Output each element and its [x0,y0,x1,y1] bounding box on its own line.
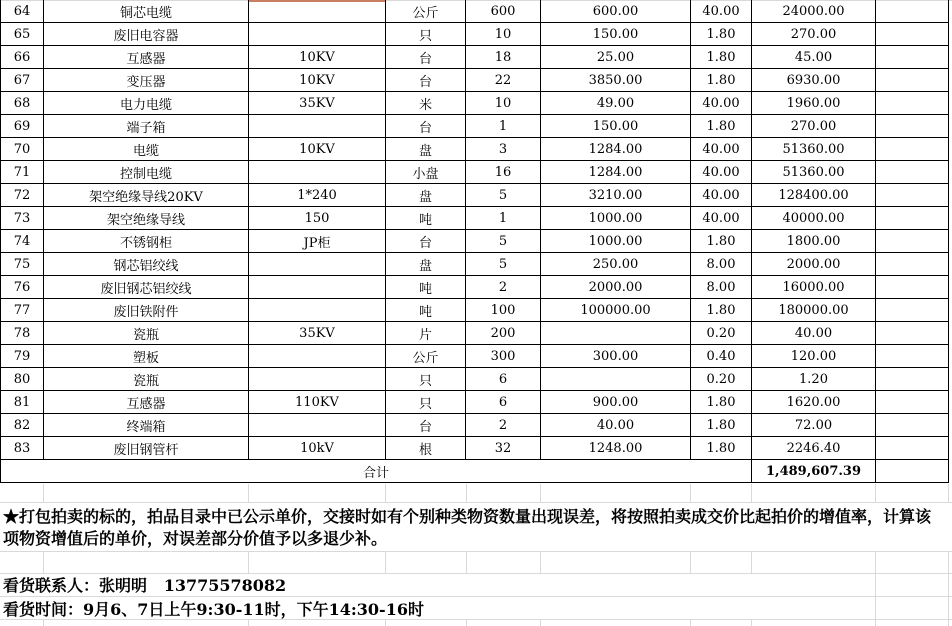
cell-rate[interactable]: 1.80 [691,23,752,46]
table-row [1,46,949,69]
cell-unit-price[interactable]: 49.00 [541,92,691,115]
cell-rate[interactable]: 1.80 [691,69,752,92]
cell-qty[interactable]: 5 [466,253,541,276]
cell-row-number[interactable]: 74 [1,230,44,253]
cell-unit[interactable]: 盘 [386,138,466,161]
cell-spec[interactable] [249,115,386,138]
cell-amount[interactable]: 1800.00 [752,230,876,253]
disclaimer-line-2[interactable]: 项物资增值后的单价，对误差部分价值予以多退少补。 [3,529,388,548]
cell-unit[interactable]: 只 [386,23,466,46]
gridline [466,484,467,502]
schedule-line[interactable]: 看货时间：9月6、7日上午9:30-11时，下午14:30-16时 [3,600,424,619]
cell-unit-price[interactable]: 1248.00 [541,437,691,460]
cell-rate[interactable]: 1.80 [691,115,752,138]
cell-rate[interactable]: 40.00 [691,92,752,115]
total-value-cell[interactable]: 1,489,607.39 [752,460,876,483]
cell-row-number[interactable]: 79 [1,345,44,368]
table-row [1,69,949,92]
cell-item-name[interactable]: 废旧钢芯铝绞线 [44,276,249,299]
cell-row-number[interactable]: 69 [1,115,44,138]
gridline [690,484,691,502]
cell-unit[interactable]: 根 [386,437,466,460]
cell-spec[interactable]: 10KV [249,138,386,161]
cell-qty[interactable]: 10 [466,92,541,115]
gridline [540,551,541,573]
cell-item-name[interactable]: 互感器 [44,46,249,69]
cell-rate[interactable]: 40.00 [691,184,752,207]
cell-rate[interactable]: 1.80 [691,46,752,69]
cell-item-name[interactable]: 架空绝缘导线20KV [44,184,249,207]
cell-rate[interactable]: 1.80 [691,437,752,460]
cell-item-name[interactable]: 塑板 [44,345,249,368]
cell-unit[interactable]: 台 [386,230,466,253]
cell-item-name[interactable]: 端子箱 [44,115,249,138]
cell-spec[interactable] [249,299,386,322]
gridline [948,551,949,573]
cell-unit-price[interactable]: 250.00 [541,253,691,276]
table-row [1,0,949,23]
cell-spec[interactable] [249,414,386,437]
cell-rate[interactable]: 40.00 [691,207,752,230]
cell-unit[interactable]: 吨 [386,207,466,230]
cell-rate[interactable]: 40.00 [691,161,752,184]
cell-row-number[interactable]: 75 [1,253,44,276]
cell-unit[interactable]: 盘 [386,184,466,207]
table-row [1,115,949,138]
gridline [751,551,752,573]
cell-unit-price[interactable]: 25.00 [541,46,691,69]
cell-spec[interactable]: 35KV [249,322,386,345]
cell-unit-price[interactable]: 1000.00 [541,230,691,253]
cell-spec[interactable] [249,0,386,23]
table-row [1,184,949,207]
cell-unit-price[interactable]: 1000.00 [541,207,691,230]
cell-unit-price[interactable]: 100000.00 [541,299,691,322]
gridline [751,484,752,502]
cell-spec[interactable]: JP柜 [249,230,386,253]
cell-unit[interactable]: 台 [386,69,466,92]
gridline [385,551,386,573]
cell-extra[interactable] [876,69,949,92]
cell-extra[interactable] [876,161,949,184]
cell-amount[interactable]: 72.00 [752,414,876,437]
gridline [875,484,876,502]
cell-unit-price[interactable]: 150.00 [541,23,691,46]
cell-rate[interactable]: 0.20 [691,368,752,391]
gridline [43,619,44,626]
cell-unit[interactable]: 公斤 [386,345,466,368]
cell-amount[interactable]: 128400.00 [752,184,876,207]
cell-row-number[interactable]: 76 [1,276,44,299]
cell-unit[interactable]: 米 [386,92,466,115]
cell-qty[interactable]: 1 [466,207,541,230]
cell-spec[interactable] [249,345,386,368]
gridline [248,551,249,573]
cell-spec[interactable] [249,368,386,391]
disclaimer-line-1[interactable]: ★打包拍卖的标的，拍品目录中已公示单价，交接时如有个别种类物资数量出现误差，将按照拍卖成交价比起拍价的增值率，计算该 [3,507,932,526]
cell-unit[interactable]: 盘 [386,253,466,276]
cell-amount[interactable]: 45.00 [752,46,876,69]
cell-qty[interactable]: 18 [466,46,541,69]
cell-extra[interactable] [876,276,949,299]
cell-qty[interactable]: 1 [466,115,541,138]
cell-qty[interactable]: 5 [466,230,541,253]
cell-unit-price[interactable]: 40.00 [541,414,691,437]
cell-spec[interactable]: 10KV [249,69,386,92]
cell-unit-price[interactable]: 3210.00 [541,184,691,207]
gridline [248,619,249,626]
cell-extra[interactable] [876,414,949,437]
cell-extra[interactable] [876,322,949,345]
cell-amount[interactable]: 1.20 [752,368,876,391]
cell-item-name[interactable]: 电缆 [44,138,249,161]
cell-unit-price[interactable] [541,368,691,391]
cell-extra[interactable] [876,345,949,368]
gridline [948,573,949,619]
cell-spec[interactable]: 10kV [249,437,386,460]
gridline [948,484,949,502]
cell-item-name[interactable]: 废旧铁附件 [44,299,249,322]
cell-item-name[interactable]: 终端箱 [44,414,249,437]
cell-amount[interactable]: 40.00 [752,322,876,345]
cell-qty[interactable]: 16 [466,161,541,184]
cell-extra[interactable] [876,0,949,23]
cell-item-name[interactable]: 钢芯铝绞线 [44,253,249,276]
gridline [751,619,752,626]
cell-row-number[interactable]: 71 [1,161,44,184]
cell-extra[interactable] [876,23,949,46]
cell-item-name[interactable]: 电力电缆 [44,92,249,115]
table-row [1,322,949,345]
cell-row-number[interactable]: 78 [1,322,44,345]
cell-amount[interactable]: 270.00 [752,23,876,46]
cell-row-number[interactable]: 70 [1,138,44,161]
cell-extra[interactable] [876,368,949,391]
cell-unit-price[interactable]: 900.00 [541,391,691,414]
cell-unit[interactable]: 只 [386,391,466,414]
cell-unit[interactable]: 片 [386,322,466,345]
gridline [248,484,249,502]
cell-unit[interactable]: 台 [386,115,466,138]
cell-row-number[interactable]: 64 [1,0,44,23]
cell-item-name[interactable]: 架空绝缘导线 [44,207,249,230]
gridline [875,573,876,619]
cell-qty[interactable]: 2 [466,276,541,299]
cell-amount[interactable]: 180000.00 [752,299,876,322]
cell-unit[interactable]: 台 [386,414,466,437]
table-row [1,437,949,460]
cell-item-name[interactable]: 控制电缆 [44,161,249,184]
cell-item-name[interactable]: 废旧钢管杆 [44,437,249,460]
cell-rate[interactable]: 40.00 [691,0,752,23]
cell-rate[interactable]: 8.00 [691,253,752,276]
cell-extra[interactable] [876,115,949,138]
cell-unit[interactable]: 只 [386,368,466,391]
contact-line[interactable]: 看货联系人：张明明 13775578082 [3,576,287,595]
cell-qty[interactable]: 22 [466,69,541,92]
cell-unit-price[interactable]: 2000.00 [541,276,691,299]
cell-spec[interactable]: 10KV [249,46,386,69]
cell-qty[interactable]: 2 [466,414,541,437]
cell-qty[interactable]: 200 [466,322,541,345]
cell-qty[interactable]: 600 [466,0,541,23]
gridline [948,619,949,626]
cell-extra[interactable] [876,230,949,253]
cell-spec[interactable] [249,23,386,46]
cell-item-name[interactable]: 变压器 [44,69,249,92]
gridline [690,551,691,573]
table-row [1,207,949,230]
cell-unit[interactable]: 吨 [386,299,466,322]
gridline [875,619,876,626]
cell-amount[interactable]: 2246.40 [752,437,876,460]
cell-extra[interactable] [876,253,949,276]
cell-qty[interactable]: 300 [466,345,541,368]
cell-unit-price[interactable]: 600.00 [541,0,691,23]
gridline [0,551,952,552]
cell-amount[interactable]: 16000.00 [752,276,876,299]
cell-spec[interactable] [249,276,386,299]
gridline [43,551,44,573]
cell-unit[interactable]: 小盘 [386,161,466,184]
cell-extra[interactable] [876,299,949,322]
cell-amount[interactable]: 120.00 [752,345,876,368]
gridline [0,502,952,503]
cell-row-number[interactable]: 72 [1,184,44,207]
cell-extra[interactable] [876,92,949,115]
gridline [466,619,467,626]
cell-item-name[interactable]: 瓷瓶 [44,368,249,391]
table-row [1,92,949,115]
cell-amount[interactable]: 1620.00 [752,391,876,414]
cell-row-number[interactable]: 65 [1,23,44,46]
table-row [1,299,949,322]
cell-spec[interactable]: 1*240 [249,184,386,207]
cell-rate[interactable]: 1.80 [691,299,752,322]
cell-qty[interactable]: 10 [466,23,541,46]
cell-row-number[interactable]: 80 [1,368,44,391]
cell-extra[interactable] [876,46,949,69]
cell-unit-price[interactable]: 3850.00 [541,69,691,92]
table-row [1,345,949,368]
cell-rate[interactable]: 40.00 [691,138,752,161]
cell-unit-price[interactable] [541,322,691,345]
cell-amount[interactable]: 40000.00 [752,207,876,230]
table-row [1,161,949,184]
cell-unit-price[interactable]: 1284.00 [541,161,691,184]
cell-qty[interactable]: 32 [466,437,541,460]
gridline [540,619,541,626]
cell-rate[interactable]: 8.00 [691,276,752,299]
gridline [385,484,386,502]
cell-rate[interactable]: 0.20 [691,322,752,345]
cell-row-number[interactable]: 83 [1,437,44,460]
cell-amount[interactable]: 270.00 [752,115,876,138]
cell-extra[interactable] [876,460,949,483]
cell-spec[interactable]: 110KV [249,391,386,414]
cell-row-number[interactable]: 66 [1,46,44,69]
cell-extra[interactable] [876,184,949,207]
cell-item-name[interactable]: 互感器 [44,391,249,414]
cell-unit[interactable]: 公斤 [386,0,466,23]
cell-row-number[interactable]: 82 [1,414,44,437]
cell-rate[interactable]: 1.80 [691,230,752,253]
total-row [1,460,949,483]
gridline [466,551,467,573]
gridline [385,619,386,626]
table-row [1,368,949,391]
cell-extra[interactable] [876,437,949,460]
cell-unit-price[interactable]: 150.00 [541,115,691,138]
cell-rate[interactable]: 1.80 [691,414,752,437]
cell-extra[interactable] [876,207,949,230]
gridline [875,551,876,573]
table-row [1,138,949,161]
cell-amount[interactable]: 1960.00 [752,92,876,115]
table-row [1,414,949,437]
table-row [1,391,949,414]
cell-unit[interactable]: 台 [386,46,466,69]
cell-row-number[interactable]: 67 [1,69,44,92]
gridline [43,484,44,502]
cell-extra[interactable] [876,138,949,161]
cell-rate[interactable]: 0.40 [691,345,752,368]
cell-spec[interactable] [249,161,386,184]
cell-item-name[interactable]: 不锈钢柜 [44,230,249,253]
cell-item-name[interactable]: 废旧电容器 [44,23,249,46]
cell-amount[interactable]: 6930.00 [752,69,876,92]
cell-spec[interactable]: 150 [249,207,386,230]
cell-spec[interactable] [249,253,386,276]
cell-extra[interactable] [876,391,949,414]
cell-item-name[interactable]: 铜芯电缆 [44,0,249,23]
cell-unit-price[interactable]: 1284.00 [541,138,691,161]
cell-row-number[interactable]: 73 [1,207,44,230]
cell-item-name[interactable]: 瓷瓶 [44,322,249,345]
cell-row-number[interactable]: 68 [1,92,44,115]
table-row [1,276,949,299]
cell-amount[interactable]: 51360.00 [752,138,876,161]
gridline [690,619,691,626]
table-row [1,230,949,253]
items-tbody [1,0,949,460]
cell-unit-price[interactable]: 300.00 [541,345,691,368]
cell-qty[interactable]: 100 [466,299,541,322]
cell-qty[interactable]: 3 [466,138,541,161]
cell-row-number[interactable]: 81 [1,391,44,414]
cell-amount[interactable]: 24000.00 [752,0,876,23]
cell-qty[interactable]: 6 [466,391,541,414]
cell-row-number[interactable]: 77 [1,299,44,322]
cell-spec[interactable]: 35KV [249,92,386,115]
cell-unit[interactable]: 吨 [386,276,466,299]
gridline [540,484,541,502]
cell-qty[interactable]: 5 [466,184,541,207]
cell-amount[interactable]: 2000.00 [752,253,876,276]
total-label-cell[interactable]: 合计 [1,460,752,483]
cell-qty[interactable]: 6 [466,368,541,391]
cell-rate[interactable]: 1.80 [691,391,752,414]
cell-amount[interactable]: 51360.00 [752,161,876,184]
table-row [1,253,949,276]
table-row [1,23,949,46]
